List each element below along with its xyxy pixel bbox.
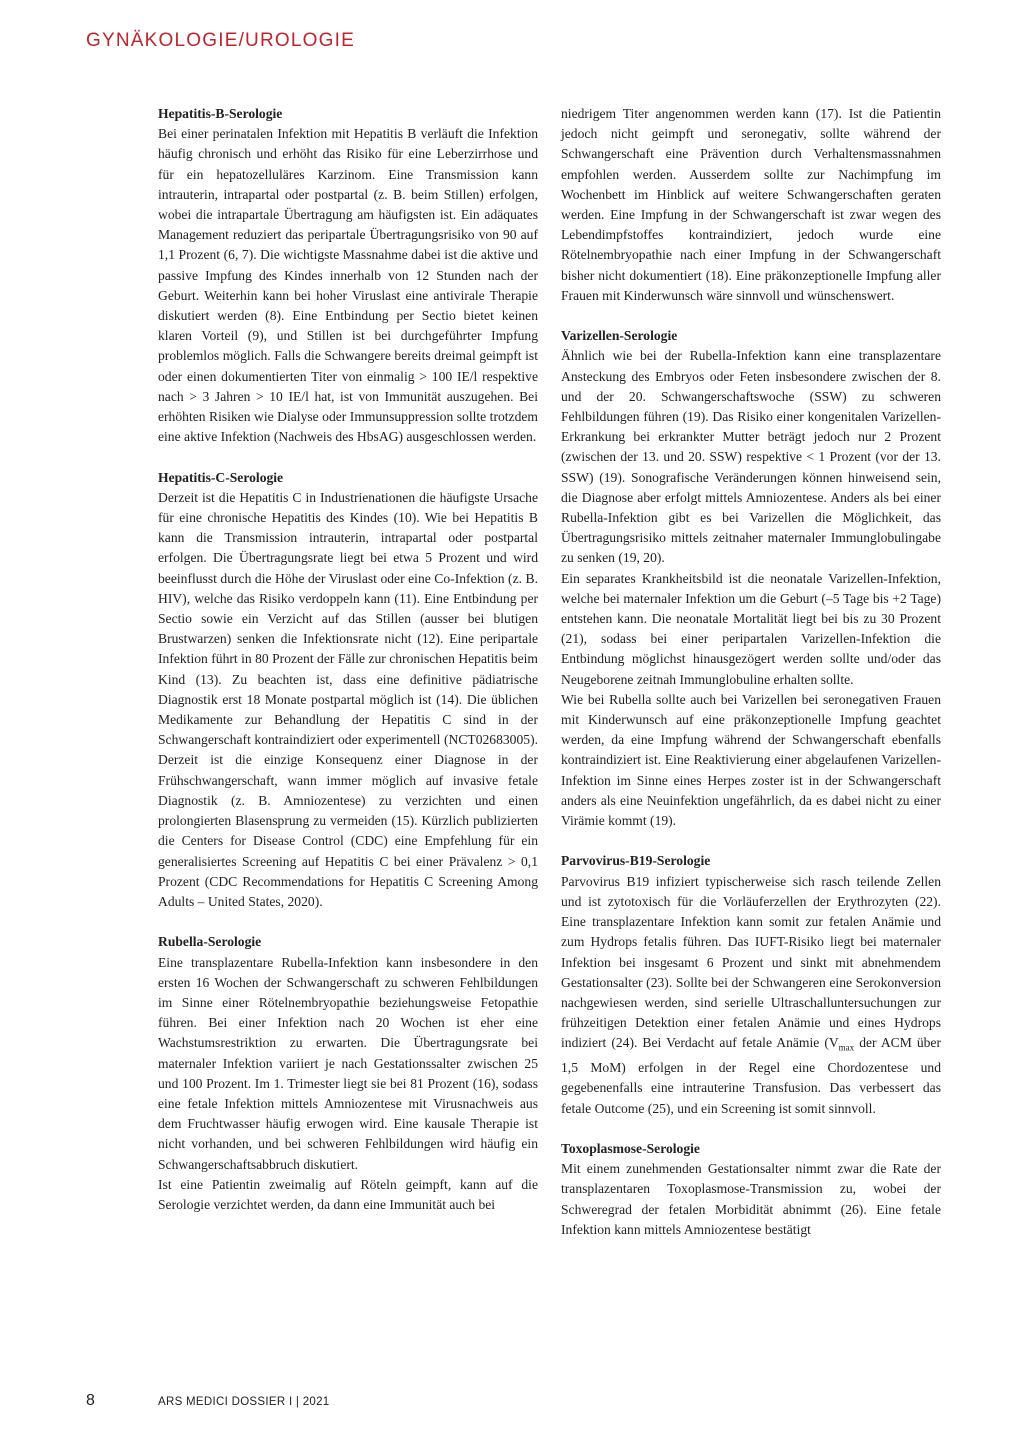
rubella-paragraph-1: Eine transplazentare Rubella-Infektion kann insbesondere in den ersten 16 Wochen der Schwangerschaft zu schweren Fehlbildungen im Sinne einer Rötelnembryopathie beziehungsweise Fetopathie führen. Bei einer Infektion nach 20 Wochen ist eher eine Wachstumsrestriktion zu erwarten. Die Übertragungsrate bei maternaler Infektion variiert je nach Gestationssalter zwischen 25 und 100 Prozent. Im 1. Trimester liegt sie bei 81 Prozent (16), sodass eine fetale Infektion mittels Amniozentese mit Virusnachweis aus dem Fruchtwasser häufig erwogen wird. Eine kausale Therapie ist nicht vorhanden, und bei schweren Fehlbildungen wird häufig ein Schwangerschaftsabbruch diskutiert. (158, 954, 538, 1172)
left-column (158, 104, 538, 1215)
rubella-heading: Rubella-Serologie (158, 934, 262, 950)
parvovirus-text-b: der ACM über 1,5 MoM) erfolgen in der Regel eine Chordozentese und gegebenenfalls eine intrauterine Transfusion. Das verbessert das fetale Outcome (25), und ein Screening ist somit sinnvoll. (561, 1035, 941, 1116)
vmax-subscript: max (838, 1043, 855, 1054)
hepatitis-b-heading: Hepatitis-B-Serologie (158, 106, 283, 121)
section-header: GYNÄKOLOGIE/UROLOGIE (86, 30, 355, 51)
hepatitis-c-paragraph: Derzeit ist die Hepatitis C in Industrienationen die häufigste Ursache für eine chronische Hepatitis des Kindes (10). Wie bei Hepatitis B kann die Transmission intrauterin, intrapartal oder postpartal erfolgen. Die Übertragungsrate liegt bei etwa 5 Prozent und wird beeinflusst durch die Höhe der Viruslast oder eine Co-Infektion (z. B. HIV), welche das Risiko verdoppeln kann (11). Eine Entbindung per Sectio sowie ein Verzicht auf das Stillen (ausser bei blutigen Brustwarzen) senken die Infektionsrate nicht (12). Eine peripartale Infektion führt in 80 Prozent der Fälle zur chronischen Hepatitis beim Kind (13). Zu beachten ist, dass eine definitive pädiatrische Diagnostik erst 18 Monate postpartal möglich ist (14). Die üblichen Medikamente zur Behandlung der Hepatitis C sind in der Schwangerschaft kontraindiziert oder experimentell (NCT02683005). Derzeit ist die einzige Konsequenz einer Diagnose in der Frühschwangerschaft, wann immer möglich auf invasive fetale Diagnostik (z. B. Amniozentese) zu verzichten und einen prolongierten Blasensprung zu vermeiden (15). Kürzlich publizierten die Centers for Disease Control (CDC) eine Empfehlung für ein generalisiertes Screening auf Hepatitis C bei einer Prävalenz > 0,1 Prozent (CDC Recommendations for Hepatitis C Screening Among Adults – United States, 2020). (158, 489, 538, 909)
rubella-paragraph-2: Ist eine Patientin zweimalig auf Röteln geimpft, kann auf die Serologie verzichtet werden, da dann eine Immunität auch bei (158, 1176, 538, 1212)
toxoplasmose-heading: Toxoplasmose-Serologie (561, 1141, 700, 1157)
toxoplasmose-paragraph: Mit einem zunehmenden Gestationsalter nimmt zwar die Rate der transplazentaren Toxoplasmose-Transmission zu, wobei der Schweregrad der fetalen Morbidität abnimmt (26). Eine fetale Infektion kann mittels Amniozentese bestätigt (561, 1161, 941, 1237)
page-number: 8 (86, 1392, 95, 1409)
varizellen-heading: Varizellen-Serologie (561, 328, 678, 344)
rubella-continued-paragraph: niedrigem Titer angenommen werden kann (17). Ist die Patientin jedoch nicht geimpft und seronegativ, sollte während der Schwangerschaft eine Prävention durch Verhaltensmassnahmen empfohlen werden. Ausserdem sollte zur Nachimpfung im Wochenbett im Hinblick auf weitere Schwangerschaften geraten werden. Eine Impfung in der Schwangerschaft ist zwar wegen des Lebendimpfstoffes kontraindiziert, jedoch wurde eine Rötelnembryopathie nach einer Impfung in der Schwangerschaft bisher nicht dokumentiert (18). Eine präkonzeptionelle Impfung aller Frauen mit Kinderwunsch wäre sinnvoll und wünschenswert. (561, 106, 941, 303)
parvovirus-heading: Parvovirus-B19-Serologie (561, 853, 711, 869)
parvovirus-text-a: Parvovirus B19 infiziert typischerweise sich rasch teilende Zellen und ist zytotoxisch für die Vorläuferzellen der Erythrozyten (22). Eine transplazentare Infektion kann somit zur fetalen Anämie und zum Hydrops fetalis führen. Das IUFT-Risiko liegt bei maternaler Infektion bei insgesamt 6 Prozent und sinkt mit abnehmendem Gestationsalter (23). Sollte bei der Schwangeren eine Serokonversion nachgewiesen werden, sind serielle Ultraschalluntersuchungen zur frühzeitigen Detektion einer fetalen Anämie und eines Hydrops indiziert (24). Bei Verdacht auf fetale Anämie (V (561, 873, 941, 1051)
parvovirus-paragraph (561, 872, 941, 1119)
varizellen-paragraph-2: Ein separates Krankheitsbild ist die neonatale Varizellen-Infektion, welche bei maternaler Infektion um die Geburt (–5 Tage bis +2 Tage) entstehen kann. Die neonatale Mortalität liegt bei bis zu 30 Prozent (21), sodass bei einer peripartalen Varizellen-Infektion die Entbindung möglichst hinausgezögert werden sollte und/oder das Neugeborene zeitnah Immunglobuline erhalten sollte. (561, 570, 941, 687)
varizellen-paragraph-1: Ähnlich wie bei der Rubella-Infektion kann eine transplazentare Ansteckung des Embryos oder Feten insbesondere zwischen der 8. und der 20. Schwangerschaftswoche (SSW) zu schweren Fehlbildungen führen (19). Das Risiko einer kongenitalen Varizellen-Erkrankung bei erkrankter Mutter beträgt jedoch nur 2 Prozent (zwischen der 13. und 20. SSW) respektive < 1 Prozent (vor der 13. SSW) (19). Sonografische Veränderungen können hinweisend sein, die Diagnose aber erfolgt mittels Amniozentese. Anders als bei einer Rubella-Infektion gibt es bei Varizellen die Möglichkeit, das Übertragungsrisiko mittels zeitnaher maternaler Immunglobulingabe zu senken (19, 20). (561, 348, 941, 566)
varizellen-paragraph-3: Wie bei Rubella sollte auch bei Varizellen bei seronegativen Frauen mit Kinderwunsch auf eine präkonzeptionelle Impfung geachtet werden, da eine Impfung während der Schwangerschaft ebenfalls kontraindiziert ist. Eine Reaktivierung einer abgelaufenen Varizellen-Infektion im Sinne eines Herpes zoster ist in der Schwangerschaft anders als eine Neuinfektion ungefährlich, da es dabei nicht zu einer Virämie kommt (19). (561, 691, 941, 829)
journal-name: ARS MEDICI DOSSIER I | 2021 (158, 1396, 330, 1408)
hepatitis-c-heading: Hepatitis-C-Serologie (158, 469, 284, 485)
right-column (561, 104, 941, 1240)
hepatitis-b-paragraph: Bei einer perinatalen Infektion mit Hepatitis B verläuft die Infektion häufig chronisch und erhöht das Risiko für eine Leberzirrhose und für ein hepatozelluläres Karzinom. Eine Transmission kann intrauterin, intrapartal oder postpartal (z. B. beim Stillen) erfolgen, wobei die intrapartale Übertragung am häufigsten ist. Ein adäquates Management reduziert das peripartale Übertragungsrisiko von 90 auf 1,1 Prozent (6, 7). Die wichtigste Massnahme dabei ist die aktive und passive Impfung des Kindes innerhalb von 12 Stunden nach der Geburt. Weiterhin kann bei hoher Viruslast eine antivirale Therapie diskutiert werden (8). Eine Entbindung per Sectio bietet keinen klaren Vorteil (9), und Stillen ist bei durchgeführter Impfung problemlos möglich. Falls die Schwangere bereits dreimal geimpft ist oder einen dokumentierten Titer von einmalig > 100 IE/l respektive nach > 3 Jahren > 10 IE/l hat, ist von Immunität auszugehen. Bei erhöhten Risiken wie Dialyse oder Immunsuppression sollte trotzdem eine aktive Infektion (Nachweis des HbsAG) ausgeschlossen werden. (158, 126, 538, 445)
